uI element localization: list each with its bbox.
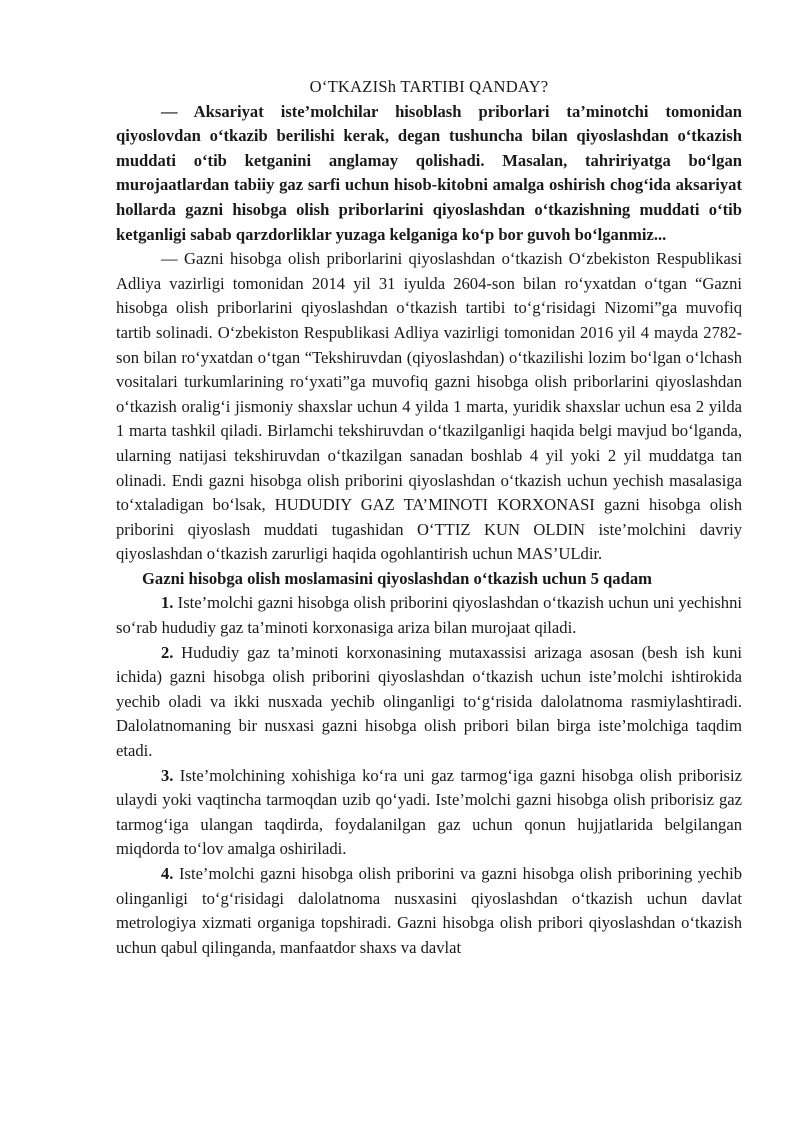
step-number: 1.	[161, 593, 174, 613]
step-paragraph	[116, 641, 742, 764]
step-number: 4.	[161, 864, 174, 883]
step-text: Hududiy gaz ta’minoti korxonasining mutaxassisi arizaga asosan (besh ish kuni ichida) gazni hisobga olish priborini qiyoslashdan o‘tkazish uchun iste’molchi ishtirokida yechib oladi va ikki nusxada yechib olinganligi to‘g‘risida dalolatnoma rasmiylashtiradi. Dalolatnomaning bir nusxasi gazni hisobga olish pribori bilan birga iste’molchiga taqdim etadi.	[116, 642, 742, 761]
step-text: Iste’molchi gazni hisobga olish priborini qiyoslashdan o‘tkazish uchun uni yechishni so‘rab hududiy gaz ta’minoti korxonasiga ariza bilan murojaat qiladi.	[116, 593, 742, 638]
document-page	[116, 75, 742, 960]
step-text: Iste’molchi gazni hisobga olish priborini va gazni hisobga olish priborining yechib olinganligi to‘g‘risidagi dalolatnoma nusxasini qiyoslashdan o‘tkazish uchun davlat metrologiya xizmati organiga topshiradi. Gazni hisobga olish pribori qiyoslashdan o‘tkazish uchun qabul qilinganda, manfaatdor shaxs va davlat	[116, 864, 742, 957]
answer-paragraph: — Gazni hisobga olish priborlarini qiyoslashdan o‘tkazish O‘zbekiston Respublikasi Adliya vazirligi tomonidan 2014 yil 31 iyulda 2604-son bilan ro‘yxatdan o‘tgan “Gazni hisobga olish priborlarini qiyoslashdan o‘tkazish tartibi to‘g‘risidagi Nizomi”ga muvofiq tartib solinadi. O‘zbekiston Respublikasi Adliya vazirligi tomonidan 2016 yil 4 mayda 2782-son bilan ro‘yxatdan o‘tgan “Tekshiruvdan (qiyoslashdan) o‘tkazilishi lozim bo‘lgan o‘lchash vositalari turkumlarining ro‘yxati”ga muvofiq gazni hisobga olish priborlarini qiyoslashdan o‘tkazish oralig‘i jismoniy shaxslar uchun 4 yilda 1 marta, yuridik shaxslar uchun esa 2 yilda 1 marta tashkil qiladi. Birlamchi tekshiruvdan o‘tkazilganligi haqida belgi mavjud bo‘lganda, ularning natijasi tekshiruvdan o‘tkazilgan sanadan boshlab 4 yil yoki 2 yil muddatga tan olinadi. Endi gazni hisobga olish priborini qiyoslashdan o‘tkazish uchun yechish masalasiga to‘xtaladigan bo‘lsak, HUDUDIY GAZ TA’MINOTI KORXONASI gazni hisobga olish priborini qiyoslash muddati tugashidan O‘TTIZ KUN OLDIN iste’molchini davriy qiyoslashdan o‘tkazish zarurligi haqida ogohlantirish uchun MAS’ULdir.	[116, 249, 742, 564]
step-paragraph	[116, 591, 742, 640]
step-paragraph	[116, 764, 742, 862]
step-paragraph	[116, 862, 742, 960]
step-number: 2.	[161, 642, 174, 662]
steps-heading: Gazni hisobga olish moslamasini qiyoslashdan o‘tkazish uchun 5 qadam	[142, 568, 652, 588]
question-paragraph: — Aksariyat iste’molchilar hisoblash priborlari ta’minotchi tomonidan qiyoslovdan o‘tkazib berilishi kerak, degan tushuncha bilan qiyoslashdan o‘tkazish muddati o‘tib ketganini anglamay qolishadi. Masalan, tahririyatga bo‘lgan murojaatlardan tabiiy gaz sarfi uchun hisob-kitobni amalga oshirish chog‘ida aksariyat hollarda gazni hisobga olish priborlarini qiyoslashdan o‘tkazishning muddati o‘tib ketganligi sabab qarzdorliklar yuzaga kelganiga ko‘p bor guvoh bo‘lganmiz...	[116, 101, 742, 244]
step-number: 3.	[161, 765, 174, 785]
step-text: Iste’molchining xohishiga ko‘ra uni gaz tarmog‘iga gazni hisobga olish priborisiz ulaydi yoki vaqtincha tarmoqdan uzib qo‘yadi. Iste’molchi gazni hisobga olish priborisiz gaz tarmog‘iga ulangan taqdirda, foydalanilgan gaz uchun qonun hujjatlarida belgilangan miqdorda to‘lov amalga oshiriladi.	[116, 765, 742, 859]
document-title: O‘TKAZISh TARTIBI QANDAY?	[309, 77, 549, 96]
